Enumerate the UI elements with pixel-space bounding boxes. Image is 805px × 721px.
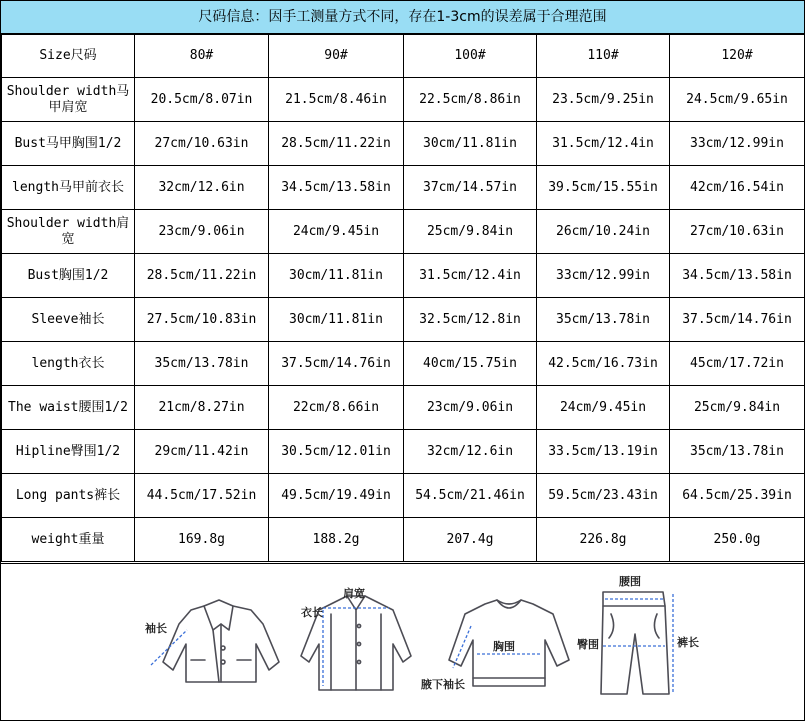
size-header-cell: 100# [404, 35, 537, 78]
measurement-value-cell: 39.5cm/15.55in [537, 166, 670, 210]
measurement-value-cell: 28.5cm/11.22in [269, 122, 404, 166]
measurement-value-cell: 26cm/10.24in [537, 210, 670, 254]
table-row [2, 210, 805, 254]
label-shirt-length: 衣长 [301, 606, 323, 619]
measurement-value-cell: 33cm/12.99in [670, 122, 805, 166]
measurement-value-cell: 23cm/9.06in [404, 386, 537, 430]
measurement-value-cell: 37.5cm/14.76in [670, 298, 805, 342]
label-sweater-bust: 胸围 [493, 640, 515, 653]
measurement-label-cell: weight重量 [2, 518, 135, 562]
measurement-value-cell: 20.5cm/8.07in [135, 78, 269, 122]
measurement-value-cell: 25cm/9.84in [404, 210, 537, 254]
label-shirt-shoulder: 肩宽 [343, 587, 365, 600]
measurement-label-cell: Sleeve袖长 [2, 298, 135, 342]
measurement-value-cell: 169.8g [135, 518, 269, 562]
size-column-header: Size尺码 [2, 35, 135, 78]
measurement-value-cell: 64.5cm/25.39in [670, 474, 805, 518]
measurement-value-cell: 27cm/10.63in [670, 210, 805, 254]
measurement-value-cell: 21.5cm/8.46in [269, 78, 404, 122]
measurement-value-cell: 31.5cm/12.4in [404, 254, 537, 298]
label-vest-sleeve: 袖长 [145, 622, 167, 635]
measurement-label-cell: Bust胸围1/2 [2, 254, 135, 298]
measurement-value-cell: 30.5cm/12.01in [269, 430, 404, 474]
measurement-value-cell: 23.5cm/9.25in [537, 78, 670, 122]
size-header-cell: 120# [670, 35, 805, 78]
measurement-value-cell: 35cm/13.78in [670, 430, 805, 474]
measurement-value-cell: 23cm/9.06in [135, 210, 269, 254]
measurement-value-cell: 44.5cm/17.52in [135, 474, 269, 518]
measurement-value-cell: 49.5cm/19.49in [269, 474, 404, 518]
measurement-illustration [1, 563, 804, 721]
measurement-value-cell: 54.5cm/21.46in [404, 474, 537, 518]
measurement-value-cell: 33.5cm/13.19in [537, 430, 670, 474]
measurement-value-cell: 30cm/11.81in [269, 254, 404, 298]
table-row [2, 166, 805, 210]
measurement-value-cell: 24cm/9.45in [537, 386, 670, 430]
measurement-value-cell: 34.5cm/13.58in [269, 166, 404, 210]
table-row [2, 342, 805, 386]
measurement-label-cell: length衣长 [2, 342, 135, 386]
size-table [1, 34, 805, 562]
header-row [2, 35, 805, 78]
measurement-label-cell: The waist腰围1/2 [2, 386, 135, 430]
measurement-value-cell: 24cm/9.45in [269, 210, 404, 254]
size-header-cell: 90# [269, 35, 404, 78]
size-info-banner: 尺码信息：因手工测量方式不同，存在1-3cm的误差属于合理范围 [1, 1, 804, 34]
measurement-value-cell: 24.5cm/9.65in [670, 78, 805, 122]
pants-drawing [601, 592, 669, 694]
measurement-value-cell: 21cm/8.27in [135, 386, 269, 430]
measurement-value-cell: 35cm/13.78in [537, 298, 670, 342]
measurement-value-cell: 31.5cm/12.4in [537, 122, 670, 166]
measurement-value-cell: 34.5cm/13.58in [670, 254, 805, 298]
measurement-label-cell: Hipline臀围1/2 [2, 430, 135, 474]
measurement-value-cell: 33cm/12.99in [537, 254, 670, 298]
jacket-drawing [163, 600, 279, 682]
measurement-value-cell: 35cm/13.78in [135, 342, 269, 386]
table-row [2, 474, 805, 518]
measurement-value-cell: 28.5cm/11.22in [135, 254, 269, 298]
measurement-value-cell: 30cm/11.81in [269, 298, 404, 342]
measurement-value-cell: 32cm/12.6in [404, 430, 537, 474]
measurement-label-cell: length马甲前衣长 [2, 166, 135, 210]
measurement-label-cell: Bust马甲胸围1/2 [2, 122, 135, 166]
measurement-value-cell: 27cm/10.63in [135, 122, 269, 166]
table-row [2, 122, 805, 166]
label-pants-hip: 臀围 [577, 638, 599, 651]
table-row [2, 298, 805, 342]
size-header-cell: 80# [135, 35, 269, 78]
sweater-sleeve-measure-line [453, 626, 471, 668]
measurement-label-cell: Shoulder width马甲肩宽 [2, 78, 135, 122]
table-row [2, 518, 805, 562]
measurement-label-cell: Long pants裤长 [2, 474, 135, 518]
measurement-value-cell: 42cm/16.54in [670, 166, 805, 210]
measurement-value-cell: 45cm/17.72in [670, 342, 805, 386]
measurement-value-cell: 37.5cm/14.76in [269, 342, 404, 386]
measurement-value-cell: 250.0g [670, 518, 805, 562]
measurement-value-cell: 59.5cm/23.43in [537, 474, 670, 518]
measurement-value-cell: 30cm/11.81in [404, 122, 537, 166]
measurement-value-cell: 22cm/8.66in [269, 386, 404, 430]
table-row [2, 254, 805, 298]
measurement-value-cell: 42.5cm/16.73in [537, 342, 670, 386]
measurement-value-cell: 37cm/14.57in [404, 166, 537, 210]
measurement-value-cell: 25cm/9.84in [670, 386, 805, 430]
measurement-value-cell: 40cm/15.75in [404, 342, 537, 386]
measurement-value-cell: 226.8g [537, 518, 670, 562]
table-row [2, 386, 805, 430]
measurement-value-cell: 22.5cm/8.86in [404, 78, 537, 122]
measurement-value-cell: 188.2g [269, 518, 404, 562]
label-pants-length: 裤长 [677, 636, 699, 649]
table-row [2, 430, 805, 474]
garment-diagrams [1, 564, 804, 721]
measurement-label-cell: Shoulder width肩宽 [2, 210, 135, 254]
measurement-value-cell: 32.5cm/12.8in [404, 298, 537, 342]
measurement-value-cell: 207.4g [404, 518, 537, 562]
jacket-sleeve-measure-line [151, 630, 187, 665]
size-header-cell: 110# [537, 35, 670, 78]
size-table-body [2, 35, 805, 562]
measurement-value-cell: 32cm/12.6in [135, 166, 269, 210]
label-pants-waist: 腰围 [619, 575, 641, 588]
table-row [2, 78, 805, 122]
measurement-value-cell: 29cm/11.42in [135, 430, 269, 474]
measurement-value-cell: 27.5cm/10.83in [135, 298, 269, 342]
label-sweater-sleeve: 腋下袖长 [421, 678, 465, 691]
